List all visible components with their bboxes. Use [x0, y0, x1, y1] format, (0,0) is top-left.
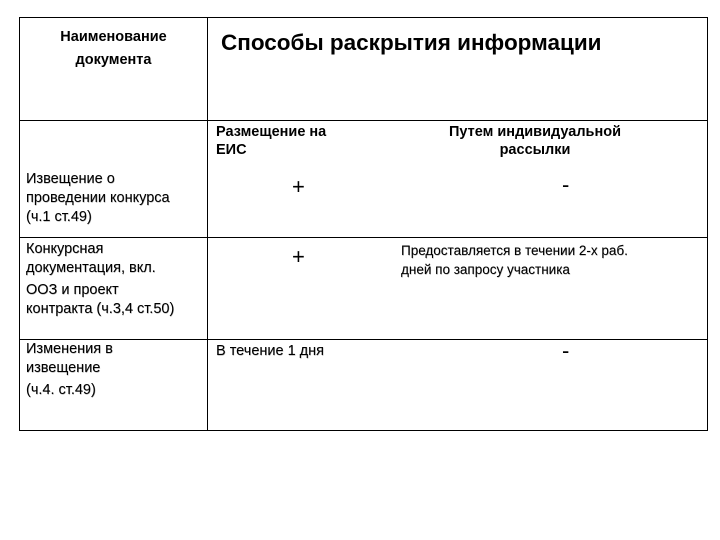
mail-column-header [420, 123, 650, 159]
eis-column-header-line: Размещение на [216, 124, 327, 140]
row-divider [20, 237, 707, 238]
row-2-mail-text [401, 241, 628, 279]
row-2-mail-line: дней по запросу участника [401, 262, 570, 277]
row-1-eis-mark: + [292, 174, 305, 199]
row-2-mail-line: Предоставляется в течении 2-х раб. [401, 243, 628, 258]
row-1-document [26, 170, 170, 227]
eis-column-header [216, 123, 326, 159]
row-2-eis-mark: + [292, 244, 305, 269]
doc-column-header [20, 26, 207, 72]
row-divider [20, 339, 707, 340]
mail-column-header-line: рассылки [499, 142, 571, 158]
row-3-eis-text: В течение 1 дня [216, 343, 324, 359]
row-2-document-line: контракта (ч.3,4 ст.50) [26, 301, 175, 317]
mail-column-header-line: Путем индивидуальной [449, 124, 621, 140]
row-1-mail-mark: - [562, 172, 570, 197]
row-1-document-line: (ч.1 ст.49) [26, 209, 92, 225]
disclosure-table [19, 17, 708, 431]
doc-column-header-line: документа [75, 52, 152, 68]
row-3-document-line: извещение [26, 360, 101, 376]
eis-column-header-line: ЕИС [216, 142, 247, 158]
row-2-document [26, 240, 174, 319]
row-3-document-line: Изменения в [26, 341, 113, 357]
row-2-document-line: документация, вкл. [26, 260, 156, 276]
row-3-document [26, 340, 113, 400]
row-3-mail-mark: - [562, 338, 570, 363]
column-divider [207, 18, 208, 430]
row-1-document-line: проведении конкурса [26, 190, 170, 206]
row-2-document-line: Конкурсная [26, 241, 104, 257]
methods-header: Способы раскрытия информации [221, 30, 602, 55]
doc-column-header-line: Наименование [60, 29, 167, 45]
row-1-document-line: Извещение о [26, 171, 115, 187]
row-3-document-line: (ч.4. ст.49) [26, 382, 96, 398]
row-2-document-line: ООЗ и проект [26, 282, 119, 298]
row-divider [20, 120, 707, 121]
